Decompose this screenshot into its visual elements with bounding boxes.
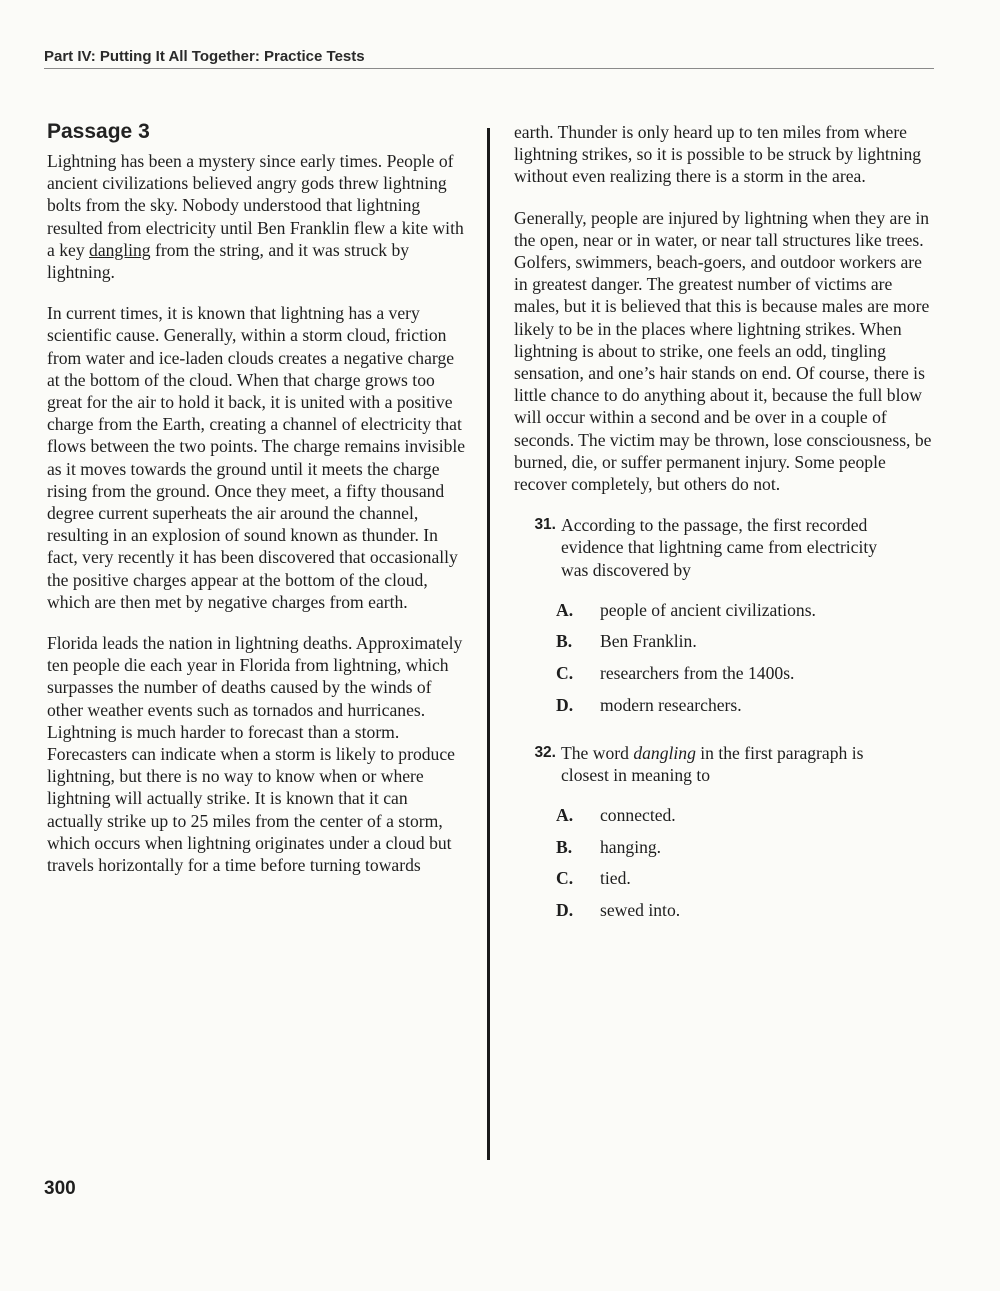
option-letter: B.: [556, 631, 573, 652]
option-b[interactable]: [514, 630, 934, 652]
question-number: 32.: [534, 743, 556, 761]
option-text: sewed into.: [600, 900, 681, 921]
paragraph-3-continued: earth. Thunder is only heard up to ten miles from where lightning strikes, so it is possible to be struck by lightning without even realizing there is a storm in the area.: [514, 122, 922, 187]
option-text: modern researchers.: [600, 694, 742, 715]
answer-options: [514, 804, 934, 921]
passage-title: Passage 3: [47, 120, 150, 143]
option-letter: B.: [556, 836, 573, 857]
paragraph-2: In current times, it is known that lightning has a very scientific cause. Generally, within a storm cloud, friction from water and ice-laden clouds creates a negative charge at the bottom of the cloud. When that charge grows too great for the air to hold it back, it is united with a positive charge from the Earth, creating a channel of electricity that flows between the two points. The charge remains invisible as it moves towards the ground until it meets the charge rising from the ground. Once they meet, a fifty thousand degree current superheats the air around the channel, resulting in an explosion of sound known as thunder. In fact, very recently it has been discovered that occasionally the positive charges appear at the bottom of the cloud, which are then met by negative charges from earth.: [47, 303, 466, 612]
option-c[interactable]: [514, 867, 934, 889]
question-32: [514, 742, 934, 921]
question-text: According to the passage, the first recorded evidence that lightning came from electricity was discovered by: [561, 515, 878, 580]
paragraph-1-start: Lightning has been a mystery since early times. People of ancient civilizations believed angry gods threw lightning bolts from the sky. Nobody understood that lightning resulted from electricity until Ben Franklin flew a kite with a key: [47, 151, 464, 260]
paragraph-1-end: from the string, and it was struck by lightning.: [47, 239, 410, 283]
option-letter: C.: [556, 868, 574, 889]
question-31: [514, 514, 934, 716]
option-letter: C.: [556, 663, 574, 684]
option-text: tied.: [600, 868, 631, 889]
option-letter: D.: [556, 900, 574, 921]
paragraph-1: [47, 150, 467, 283]
running-head: Part IV: Putting It All Together: Practice Tests: [44, 48, 934, 69]
option-d[interactable]: [514, 899, 934, 921]
column-divider: [487, 128, 490, 1160]
option-letter: A.: [556, 805, 574, 826]
page-number: 300: [44, 1178, 76, 1199]
option-text: connected.: [600, 805, 676, 826]
option-text: Ben Franklin.: [600, 631, 697, 652]
question-number: 31.: [534, 516, 556, 534]
right-column: [514, 121, 934, 947]
question-text-start: The word: [561, 742, 634, 763]
option-a[interactable]: [514, 804, 934, 826]
option-a[interactable]: [514, 599, 934, 621]
option-text: people of ancient civilizations.: [600, 599, 816, 620]
option-text: researchers from the 1400s.: [600, 663, 795, 684]
paragraph-4: Generally, people are injured by lightning when they are in the open, near or in water, or near tall structures like trees. Golfers, swimmers, beach-goers, and outdoor workers are in greatest danger. The greatest number of victims are males, but it is believed that this is because males are more likely to be in the places where lightning strikes. When lightning is about to strike, one feels an odd, tingling sensation, and one’s hair stands on end. Of course, there is little chance to do anything about it, because the full blow will occur within a second and be over in a couple of seconds. The victim may be thrown, lose consciousness, be burned, die, or suffer permanent injury. Some people recover completely, but others do not.: [514, 207, 932, 495]
answer-options: [514, 599, 934, 716]
option-c[interactable]: [514, 662, 934, 684]
paragraph-3: Florida leads the nation in lightning deaths. Approximately ten people die each year in Florida from lightning, which surpasses the number of deaths caused by the winds of other weather events such as tornados and hurricanes. Lightning is much harder to forecast than a storm. Forecasters can indicate when a storm is likely to produce lightning, but there is no way to know when or where lightning will actually strike. It is known that it can actually strike up to 25 miles from the center of a storm, which occurs when lightning originates under a cloud but travels horizontally for a time before turning towards: [47, 633, 463, 876]
option-text: hanging.: [600, 836, 662, 857]
left-column: [47, 120, 467, 895]
option-d[interactable]: [514, 694, 934, 716]
underlined-word-dangling: dangling: [89, 239, 151, 260]
question-text-end: in the first paragraph is closest in meaning to: [561, 742, 864, 786]
option-letter: A.: [556, 599, 574, 620]
option-letter: D.: [556, 694, 574, 715]
italic-word-dangling: dangling: [633, 742, 696, 763]
option-b[interactable]: [514, 836, 934, 858]
question-text: [556, 742, 891, 786]
